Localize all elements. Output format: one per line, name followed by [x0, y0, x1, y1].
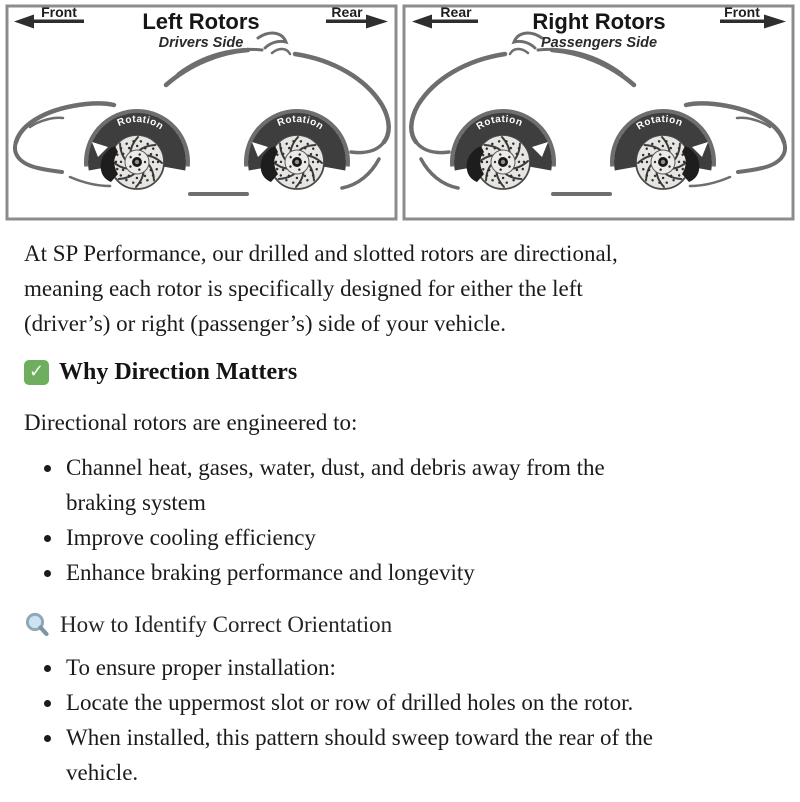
front-label: Front	[41, 4, 77, 20]
orientation-list	[24, 650, 760, 790]
benefits-list	[24, 450, 760, 590]
heading-why-direction-matters	[24, 357, 760, 387]
list-item: • Improve cooling efficiency	[64, 520, 760, 555]
list-item: • To ensure proper installation:	[64, 650, 760, 685]
panel-title: Left Rotors	[142, 9, 260, 34]
rear-label: Rear	[440, 4, 472, 20]
benefits-lead: Directional rotors are engineered to:	[24, 410, 358, 435]
intro-paragraph: At SP Performance, our drilled and slotted rotors are directional, meaning each rotor is specifically designed for either the left (driver’s) or right (passenger’s) side of your vehicle.	[24, 241, 618, 336]
rear-label: Rear	[331, 4, 363, 20]
left-rotors-panel	[7, 4, 396, 219]
front-label: Front	[724, 4, 760, 20]
panel-title: Right Rotors	[532, 9, 666, 34]
rotation-label: Rotation	[474, 113, 525, 133]
rotation-label: Rotation	[275, 113, 326, 133]
magnifying-glass-icon	[24, 612, 51, 639]
list-item: • Locate the uppermost slot or row of drilled holes on the rotor.	[64, 685, 760, 720]
heading-identify-orientation	[24, 610, 760, 640]
list-item: • When installed, this pattern should sweep toward the rear of the vehicle.	[64, 720, 760, 790]
right-rotors-panel	[404, 4, 793, 219]
panel-subtitle: Drivers Side	[158, 35, 244, 51]
article-body	[0, 224, 800, 790]
rotation-label: Rotation	[115, 113, 166, 133]
panel-subtitle: Passengers Side	[540, 35, 658, 51]
rotation-label: Rotation	[634, 113, 685, 133]
list-item: • Enhance braking performance and longevity	[64, 555, 760, 590]
heading-text: How to Identify Correct Orientation	[60, 612, 393, 637]
heading-text: Why Direction Matters	[59, 359, 298, 385]
rotor-direction-diagram	[0, 2, 800, 224]
list-item: • Channel heat, gases, water, dust, and debris away from the braking system	[64, 450, 760, 520]
check-mark-icon: ✓	[24, 360, 49, 385]
